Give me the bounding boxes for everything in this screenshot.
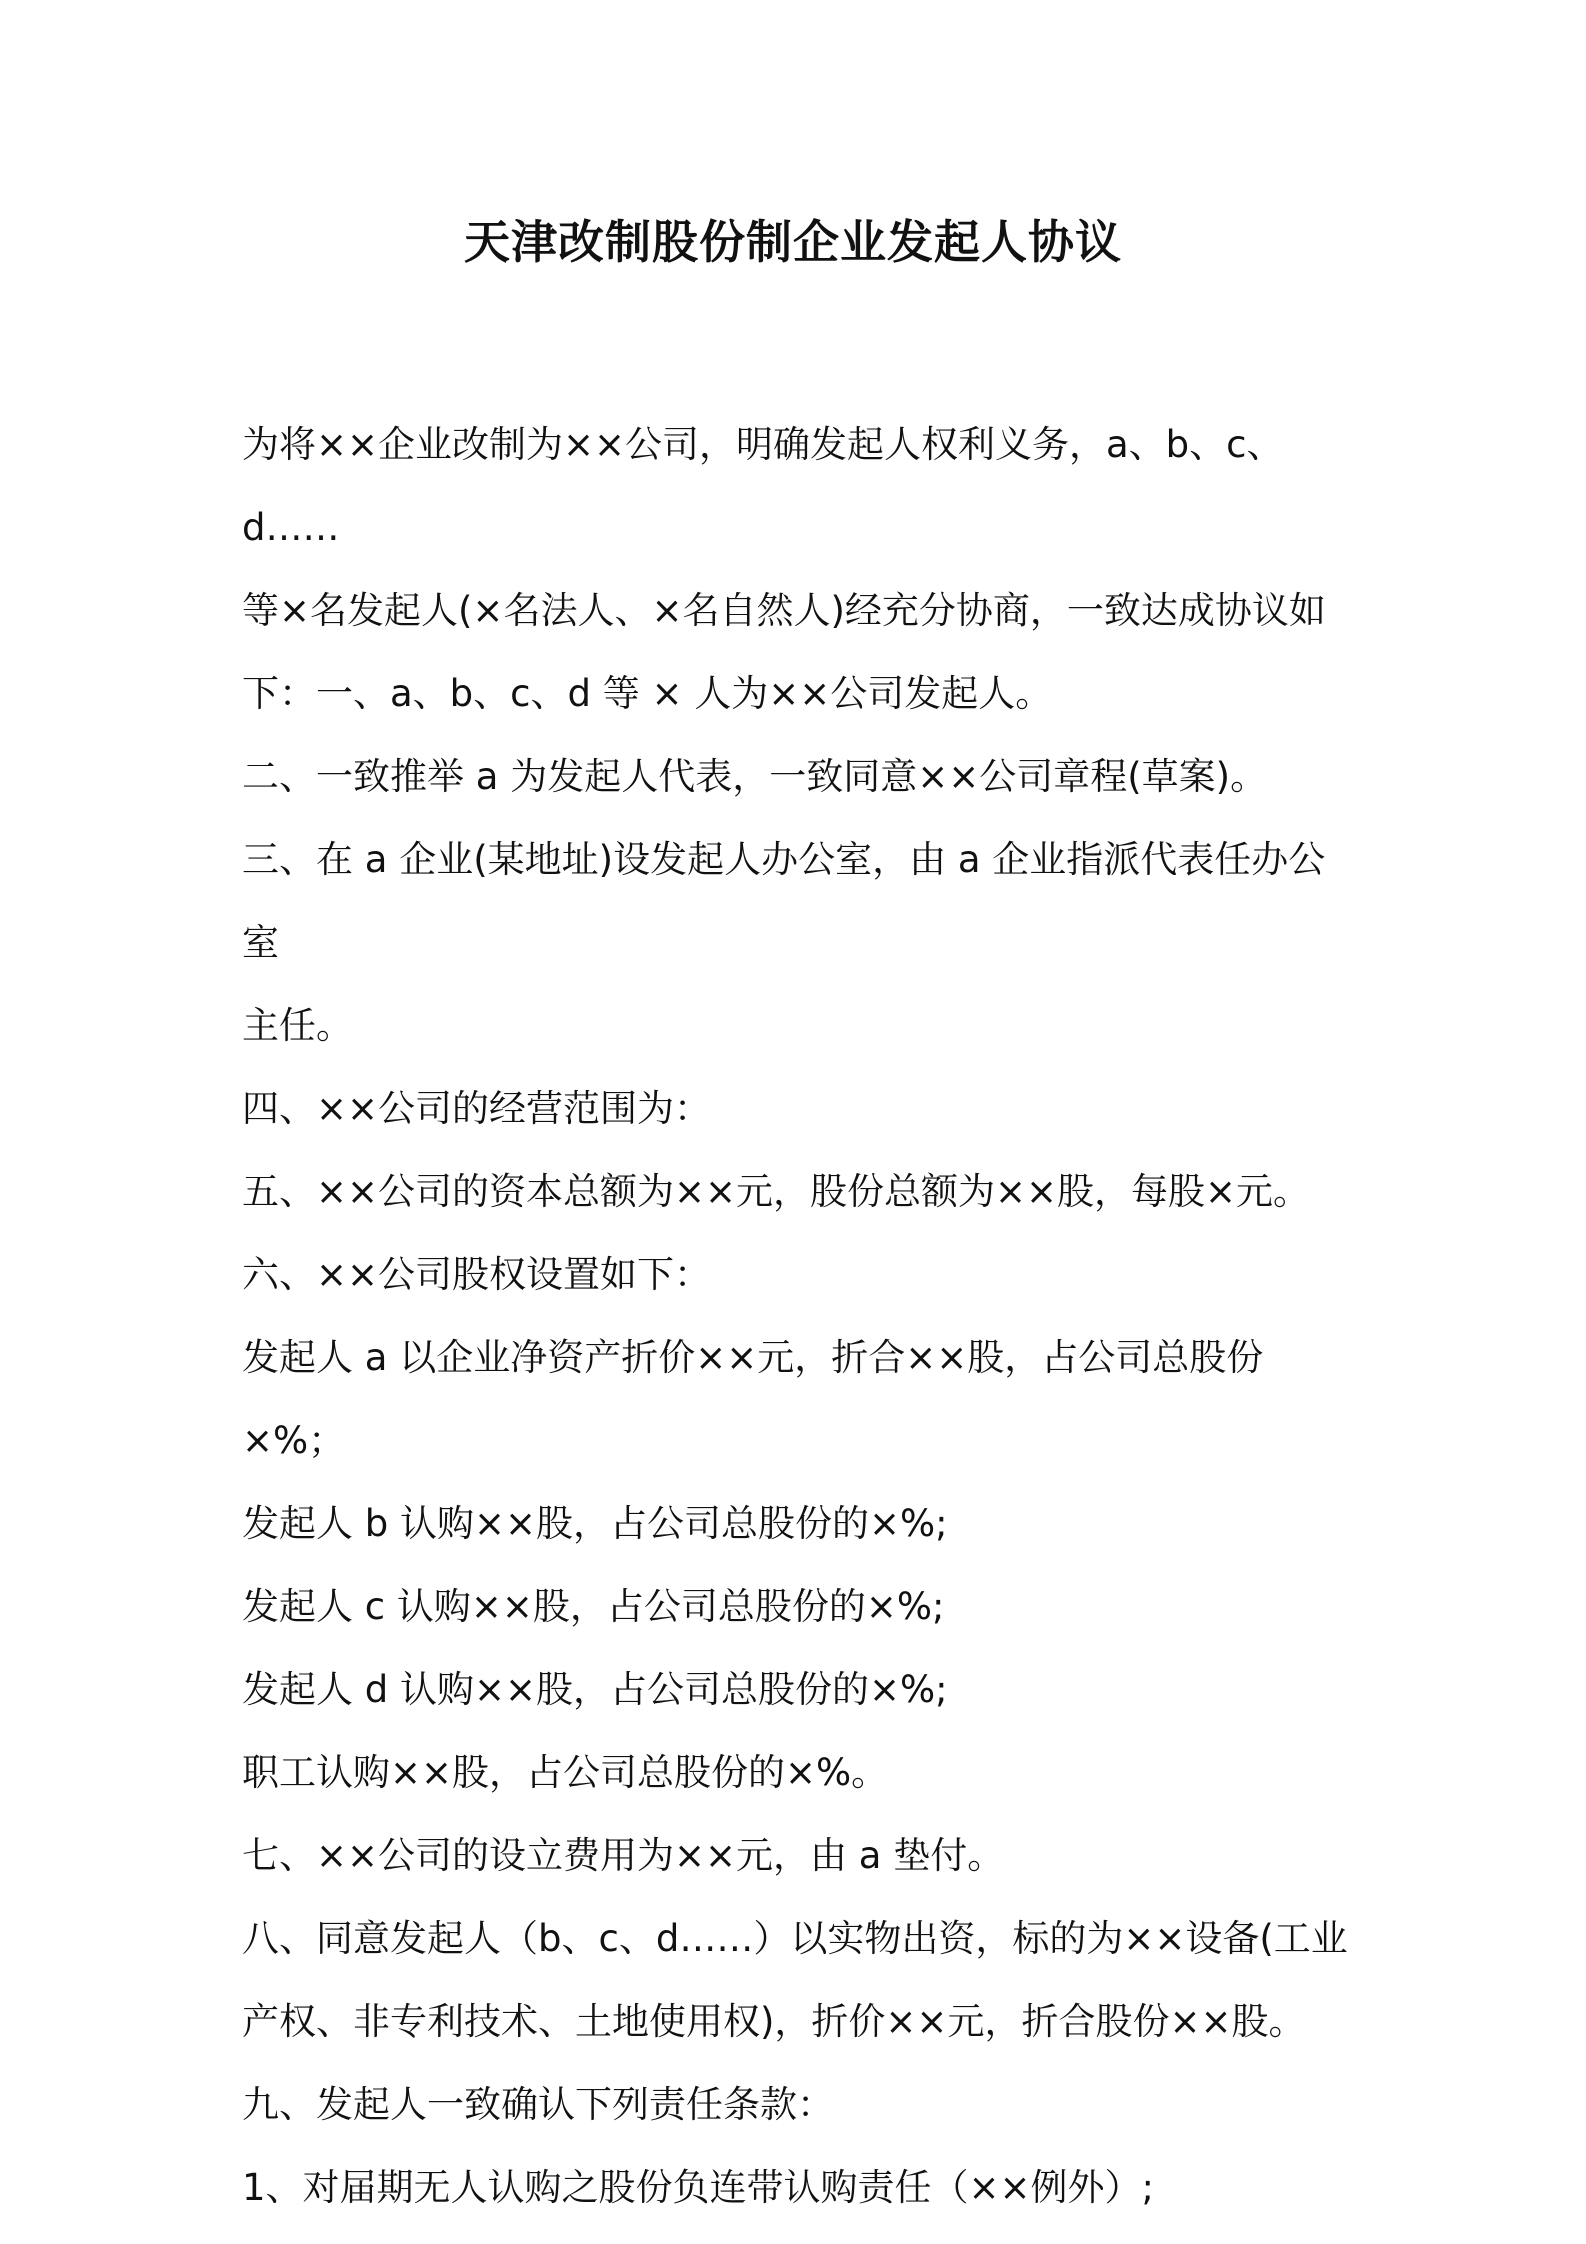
paragraph-line: 七、××公司的设立费用为××元，由 a 垫付。 — [242, 1834, 1005, 1877]
paragraph-line: 四、××公司的经营范围为： — [242, 1087, 712, 1130]
paragraph-line: 等×名发起人(×名法人、×名自然人)经充分协商，一致达成协议如 — [242, 589, 1326, 632]
paragraph-line: 主任。 — [242, 1004, 353, 1047]
paragraph-line: 产权、非专利技术、土地使用权)，折价××元，折合股份××股。 — [242, 2000, 1306, 2043]
paragraph-line: 五、××公司的资本总额为××元，股份总额为××股，每股×元。 — [242, 1170, 1311, 1213]
paragraph-line: 发起人 b 认购××股，占公司总股份的×%; — [242, 1502, 948, 1545]
paragraph-line: 二、一致推举 a 为发起人代表，一致同意××公司章程(草案)。 — [242, 755, 1268, 798]
paragraph-line: 八、同意发起人（b、c、d……）以实物出资，标的为××设备(工业 — [242, 1917, 1348, 1960]
paragraph-line: 1、对届期无人认购之股份负连带认购责任（××例外）; — [242, 2166, 1155, 2209]
paragraph-line: 六、××公司股权设置如下： — [242, 1253, 712, 1296]
paragraph-line: 为将××企业改制为××公司，明确发起人权利义务，a、b、c、d…… — [242, 423, 1284, 549]
paragraph-line: 发起人 a 以企业净资产折价××元，折合××股，占公司总股份×%； — [242, 1336, 1264, 1462]
paragraph-line: 下：一、a、b、c、d 等 × 人为××公司发起人。 — [242, 672, 1053, 715]
document-body — [242, 403, 1362, 2229]
paragraph-line: 发起人 c 认购××股，占公司总股份的×%; — [242, 1585, 945, 1628]
paragraph-line: 九、发起人一致确认下列责任条款： — [242, 2083, 834, 2126]
paragraph-line: 三、在 a 企业(某地址)设发起人办公室，由 a 企业指派代表任办公室 — [242, 838, 1326, 964]
paragraph-line: 职工认购××股，占公司总股份的×%。 — [242, 1751, 889, 1794]
document-title: 天津改制股份制企业发起人协议 — [464, 215, 1122, 269]
paragraph-line: 发起人 d 认购××股，占公司总股份的×%; — [242, 1668, 948, 1711]
